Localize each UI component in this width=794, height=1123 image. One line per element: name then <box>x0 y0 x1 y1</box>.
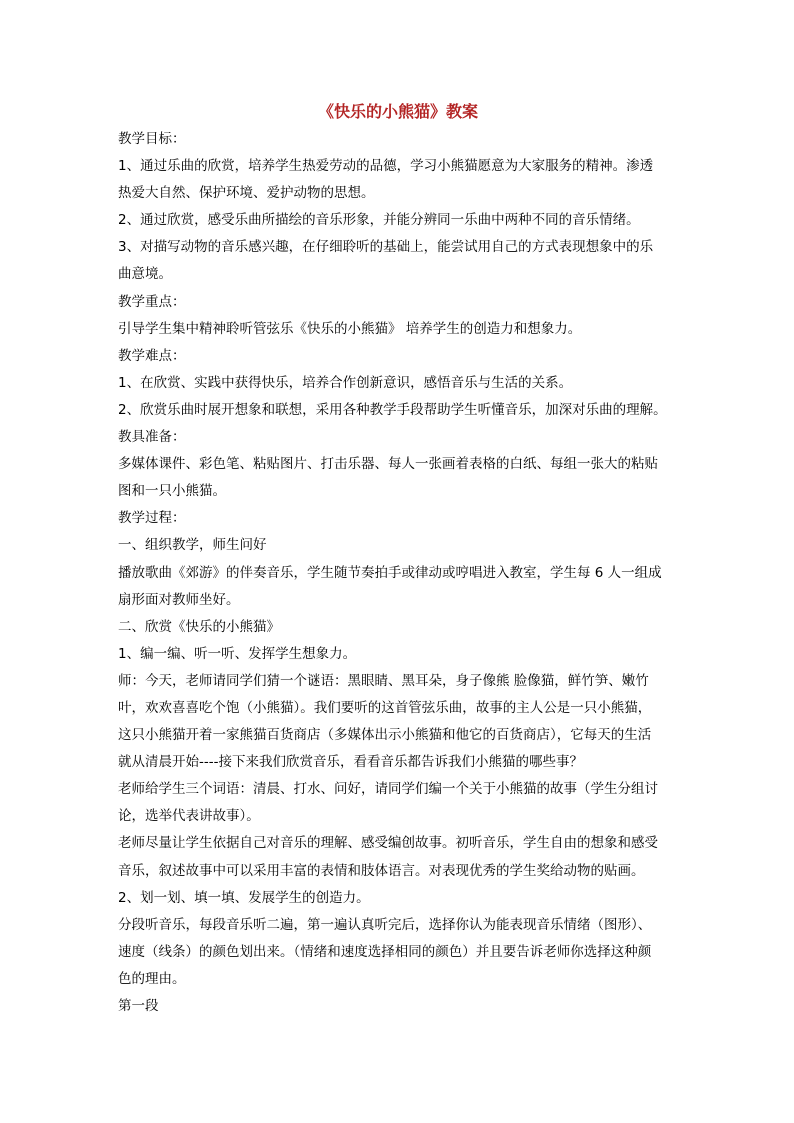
subsection-heading: 二、欣赏《快乐的小熊猫》 <box>118 618 280 635</box>
body-line: 就从清晨开始----接下来我们欣赏音乐，看看音乐都告诉我们小熊猫的哪些事？ <box>118 754 583 771</box>
body-line: 热爱大自然、保护环境、爱护动物的思想。 <box>118 185 375 202</box>
body-line: 3、对描写动物的音乐感兴趣，在仔细聆听的基础上，能尝试用自己的方式表现想象中的乐 <box>118 239 654 256</box>
document-title: 《快乐的小熊猫》教案 <box>317 102 478 121</box>
body-line: 论，选举代表讲故事）。 <box>118 808 260 825</box>
body-line: 老师给学生三个词语：清晨、打水、问好，请同学们编一个关于小熊猫的故事（学生分组讨 <box>118 781 658 798</box>
body-line: 老师尽量让学生依据自己对音乐的理解、感受编创故事。初听音乐，学生自由的想象和感受 <box>118 835 658 852</box>
body-line: 多媒体课件、彩色笔、粘贴图片、打击乐器、每人一张画着表格的白纸、每组一张大的粘贴 <box>118 456 658 473</box>
section-heading-key-points: 教学重点： <box>118 293 186 310</box>
section-heading-objectives: 教学目标： <box>118 131 186 147</box>
section-heading-materials: 教具准备： <box>118 429 186 446</box>
body-line: 播放歌曲《郊游》的伴奏音乐，学生随节奏拍手或律动或哼唱进入教室，学生每 6 人一组成 <box>118 564 662 581</box>
body-line: 色的理由。 <box>118 970 186 987</box>
body-line: 1、通过乐曲的欣赏，培养学生热爱劳动的品德，学习小熊猫愿意为大家服务的精神。渗透 <box>118 158 654 175</box>
body-line: 第一段 <box>118 998 159 1014</box>
body-line: 2、欣赏乐曲时展开想象和联想，采用各种教学手段帮助学生听懂音乐，加深对乐曲的理解。 <box>118 401 667 418</box>
section-heading-process: 教学过程： <box>118 510 186 527</box>
body-line: 叶，欢欢喜喜吃个饱（小熊猫）。我们要听的这首管弦乐曲，故事的主人公是一只小熊猫， <box>118 699 652 716</box>
subsection-heading: 一、组织教学，师生问好 <box>118 537 267 554</box>
body-line: 2、划一划、填一填、发展学生的创造力。 <box>118 889 370 906</box>
body-line: 图和一只小熊猫。 <box>118 483 226 500</box>
body-line: 师：今天，老师请同学们猜一个谜语：黑眼睛、黑耳朵，身子像熊 脸像猫，鲜竹笋、嫩竹 <box>118 672 649 689</box>
body-line: 1、在欣赏、实践中获得快乐，培养合作创新意识，感悟音乐与生活的关系。 <box>118 374 573 391</box>
body-line: 音乐，叙述故事中可以采用丰富的表情和肢体语言。对表现优秀的学生奖给动物的贴画。 <box>118 862 645 879</box>
body-line: 引导学生集中精神聆听管弦乐《快乐的小熊猫》 培养学生的创造力和想象力。 <box>118 320 582 337</box>
section-heading-difficulties: 教学难点： <box>118 347 186 364</box>
body-line: 分段听音乐，每段音乐听二遍，第一遍认真听完后，选择你认为能表现音乐情绪（图形）、 <box>118 916 652 933</box>
body-line: 曲意境。 <box>118 266 172 283</box>
body-line: 扇形面对教师坐好。 <box>118 591 240 608</box>
document-body <box>118 98 678 1020</box>
body-line: 1、编一编、听一听、发挥学生想象力。 <box>118 645 357 662</box>
body-line: 速度（线条）的颜色划出来。（情绪和速度选择相同的颜色）并且要告诉老师你选择这种颜 <box>118 943 652 960</box>
body-line: 这只小熊猫开着一家熊猫百货商店（多媒体出示小熊猫和他它的百货商店），它每天的生活 <box>118 727 652 744</box>
body-line: 2、通过欣赏，感受乐曲所描绘的音乐形象，并能分辨同一乐曲中两种不同的音乐情绪。 <box>118 212 640 229</box>
